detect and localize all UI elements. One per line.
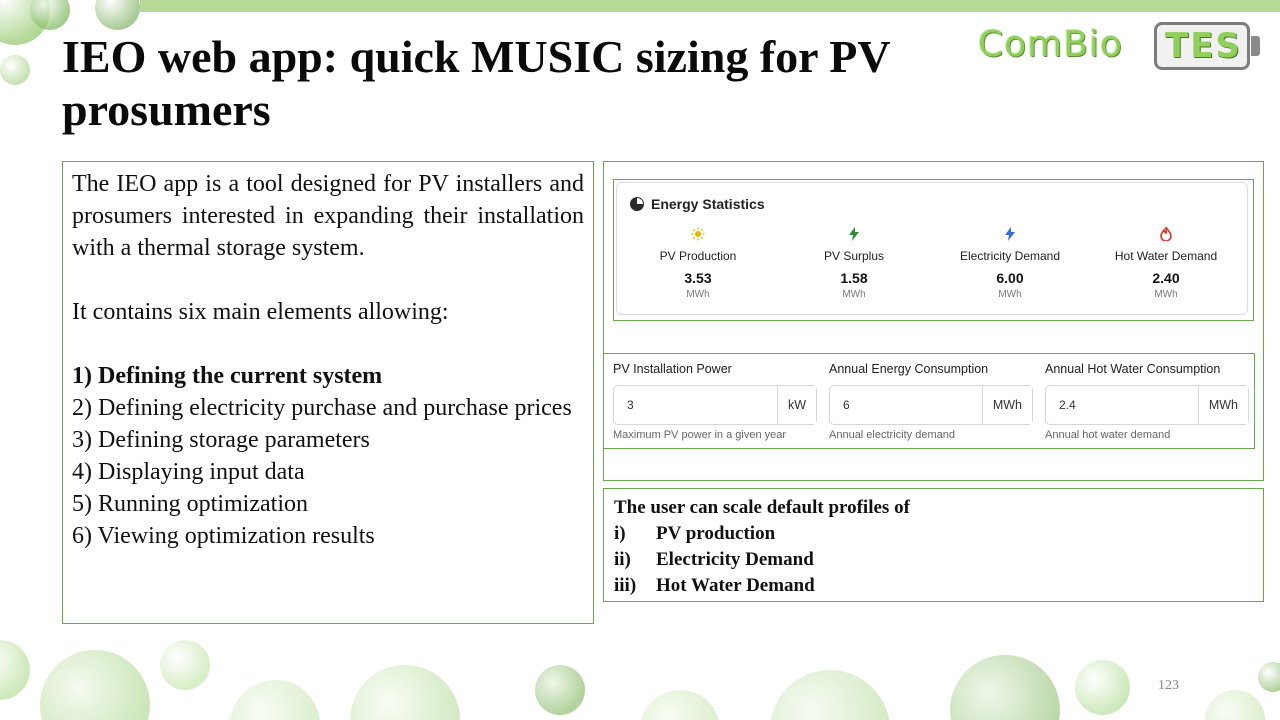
decorative-bubble <box>40 650 150 720</box>
field-help-text: Annual hot water demand <box>1045 429 1171 441</box>
decorative-bubble <box>350 665 460 720</box>
decorative-bubble <box>160 640 210 690</box>
logo-battery-cap <box>1251 36 1260 56</box>
logo-text-tes: TES <box>1165 26 1242 66</box>
pie-chart-icon <box>630 197 644 211</box>
unit-addon: MWh <box>982 386 1032 424</box>
stat-unit: MWh <box>686 289 710 300</box>
stat-value: 3.53 <box>684 270 712 286</box>
energy-consumption-input-group[interactable] <box>829 385 1033 425</box>
decorative-bubble <box>1258 662 1280 692</box>
decorative-bubble <box>0 640 30 700</box>
note-item-text: Electricity Demand <box>656 549 814 570</box>
list-item: 6) Viewing optimization results <box>72 523 375 549</box>
unit-addon: kW <box>777 386 816 424</box>
note-list-item <box>614 573 1253 599</box>
energy-consumption-input[interactable]: 6 <box>843 398 850 412</box>
intro-paragraph: The IEO app is a tool designed for PV installers and prosumers interested in expanding their installation with a thermal storage system. <box>72 171 584 261</box>
bolt-icon <box>779 227 929 243</box>
energy-consumption-field <box>829 362 1022 441</box>
list-item: 3) Defining storage parameters <box>72 427 370 453</box>
stat-value: 6.00 <box>996 270 1024 286</box>
field-label: Annual Hot Water Consumption <box>1045 362 1221 376</box>
hot-water-consumption-field <box>1045 362 1238 441</box>
elements-intro: It contains six main elements allowing: <box>72 299 449 325</box>
inputs-panel <box>603 353 1255 449</box>
stat-value: 1.58 <box>840 270 868 286</box>
roman-numeral: ii) <box>614 549 631 570</box>
decorative-bubble <box>770 670 890 720</box>
decorative-bubble <box>1205 690 1265 720</box>
stat-label: PV Surplus <box>823 249 885 263</box>
decorative-bubble <box>0 0 50 45</box>
logo-text-combio: ComBio <box>978 24 1123 65</box>
bolt-icon <box>935 227 1085 243</box>
list-item: 1) Defining the current system <box>72 363 383 389</box>
roman-numeral: iii) <box>614 575 637 596</box>
field-label: Annual Energy Consumption <box>829 362 989 376</box>
stat-unit: MWh <box>998 289 1022 300</box>
pv-power-field <box>613 362 806 441</box>
slide-title: IEO web app: quick MUSIC sizing for PV prosumers <box>62 31 890 135</box>
list-item: 2) Defining electricity purchase and purchase prices <box>72 395 572 421</box>
note-item-text: Hot Water Demand <box>656 575 815 596</box>
pv-power-input[interactable]: 3 <box>627 398 634 412</box>
stat-unit: MWh <box>1154 289 1178 300</box>
note-item-text: PV production <box>656 523 776 544</box>
decorative-bubble <box>640 690 720 720</box>
note-heading: The user can scale default profiles of <box>614 497 910 518</box>
list-item: 4) Displaying input data <box>72 459 305 485</box>
energy-stats-card <box>616 182 1248 315</box>
energy-stats-title: Energy Statistics <box>631 196 765 212</box>
unit-addon: MWh <box>1198 386 1248 424</box>
stat-label: PV Production <box>659 249 737 263</box>
note-list-item <box>614 547 1253 573</box>
decorative-bubble <box>230 680 320 720</box>
stat-electricity-demand <box>935 227 1085 300</box>
stat-label: Hot Water Demand <box>1114 249 1218 263</box>
decorative-bubble <box>535 665 585 715</box>
sun-icon <box>623 227 773 243</box>
stat-hot-water-demand <box>1091 227 1241 300</box>
decorative-bubble <box>950 655 1060 720</box>
field-help-text: Annual electricity demand <box>829 429 955 441</box>
pv-power-input-group[interactable] <box>613 385 817 425</box>
hot-water-input-group[interactable] <box>1045 385 1249 425</box>
top-accent-bar <box>140 0 1280 12</box>
decorative-bubble <box>0 55 30 85</box>
roman-numeral: i) <box>614 523 626 544</box>
page-number: 123 <box>1158 678 1179 693</box>
decorative-bubble <box>30 0 70 30</box>
stat-unit: MWh <box>842 289 866 300</box>
decorative-bubble <box>1075 660 1130 715</box>
scaling-note-box <box>603 488 1264 602</box>
hot-water-input[interactable]: 2.4 <box>1059 398 1076 412</box>
list-item: 5) Running optimization <box>72 491 308 517</box>
field-help-text: Maximum PV power in a given year <box>613 429 787 441</box>
stat-label: Electricity Demand <box>959 249 1061 263</box>
decorative-bubble <box>95 0 140 30</box>
combiotes-logo <box>978 20 1263 76</box>
stat-value: 2.40 <box>1152 270 1180 286</box>
stat-pv-production <box>623 227 773 300</box>
stat-pv-surplus <box>779 227 929 300</box>
fire-icon <box>1091 227 1241 243</box>
logo-battery-box <box>1154 22 1250 70</box>
field-label: PV Installation Power <box>613 362 732 376</box>
description-box <box>62 161 594 624</box>
note-list-item <box>614 521 1253 547</box>
